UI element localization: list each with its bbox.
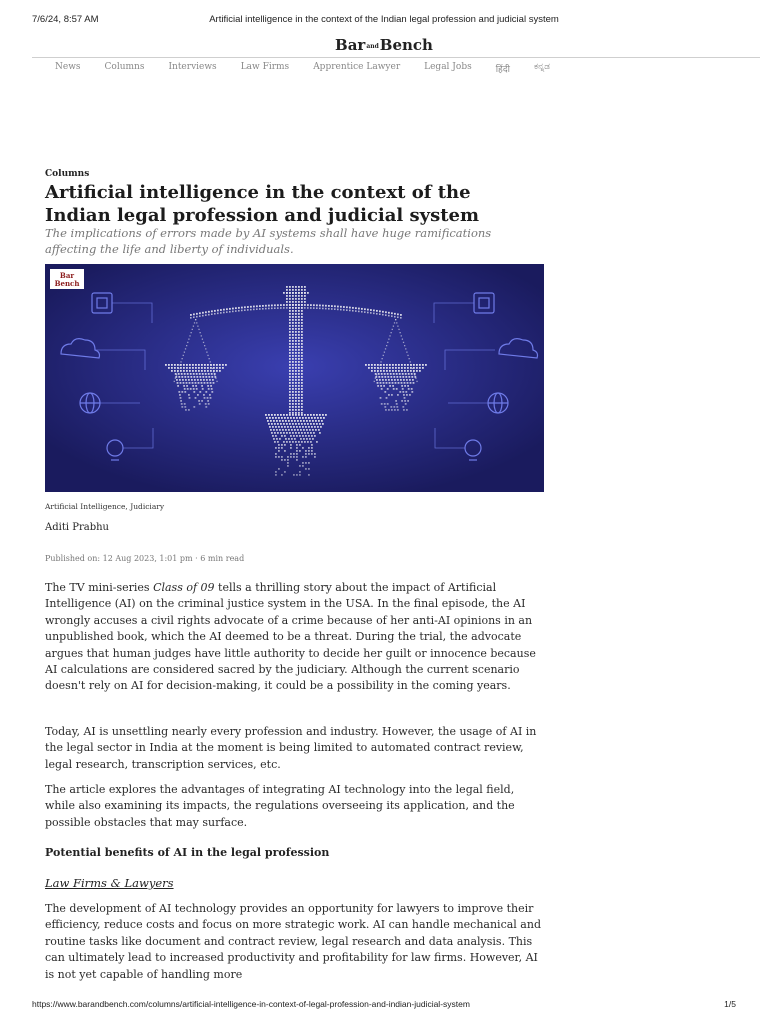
paragraph-3: The article explores the advantages of integrating AI technology into the legal field, while also examining its impacts, the regulations overseeing its application, and the possible obstacles that may surface. (45, 783, 515, 829)
main-nav (55, 62, 550, 75)
nav-item-columns[interactable]: Columns (104, 62, 145, 72)
logo-amp: and (366, 42, 379, 50)
image-logo (50, 269, 84, 289)
nav-item-interviews[interactable]: Interviews (168, 62, 217, 72)
logo-right: Bench (379, 36, 433, 54)
print-url: https://www.barandbench.com/columns/artificial-intelligence-in-context-of-legal-profession-and-indian-judicial-system (32, 999, 470, 1009)
paragraph-1 (45, 580, 545, 695)
paragraph-4: The development of AI technology provides an opportunity for lawyers to improve their efficiency, reduce costs and focus on more strategic work. AI can handle mechanical and routine tasks like document and contract review, legal research and data analysis. This can ultimately lead to increased productivity and profitability for law firms. However, AI is not yet capable of handling more (45, 902, 541, 981)
nav-item-apprentice-lawyer[interactable]: Apprentice Lawyer (313, 62, 401, 72)
read-time: 6 min read (200, 554, 245, 563)
article-author[interactable]: Aditi Prabhu (45, 522, 109, 533)
article-subheadline: The implications of errors made by AI systems shall have huge ramifications affecting the life and liberty of individuals. (45, 226, 492, 256)
heading-benefits: Potential benefits of AI in the legal profession (45, 846, 330, 859)
logo-left: Bar (335, 36, 366, 54)
image-logo-line2: Bench (54, 279, 80, 288)
paragraph-2: Today, AI is unsettling nearly every profession and industry. However, the usage of AI in the legal sector in India at the moment is being limited to automated contract review, legal research, transcription services, etc. (45, 725, 537, 771)
nav-item-hindi[interactable]: हिंदी (495, 65, 510, 75)
nav-item-kannada[interactable]: ಕನ್ನಡ (533, 62, 550, 72)
nav-item-news[interactable]: News (55, 62, 81, 72)
print-date: 7/6/24, 8:57 AM (32, 14, 99, 25)
site-logo[interactable] (0, 36, 768, 54)
p1-after: tells a thrilling story about the impact of Artificial Intelligence (AI) on the criminal justice system in the USA. In the final episode, the AI wrongly accuses a civil rights advocate of a crime because of her anti-AI opinions in an unpublished book, which the AI deemed to be a threat. During the trial, the advocate argues that human judges have little authority to decide her guilt or innocence because AI calculations are considered sacred by the judiciary. Although the current scenario doesn't rely on AI for decision-making, it could be a possibility in the coming years. (45, 581, 536, 693)
image-logo-line1: Bar (59, 271, 75, 280)
header-divider (32, 57, 760, 58)
p1-before: The TV mini-series (45, 581, 154, 594)
article-headline: Artificial intelligence in the context of the Indian legal profession and judicial system (45, 182, 480, 226)
section-label[interactable]: Columns (45, 169, 90, 179)
scales-of-justice-illustration (45, 264, 544, 492)
nav-item-law-firms[interactable]: Law Firms (240, 62, 290, 72)
page-number: 1/5 (724, 999, 736, 1009)
article-meta (45, 554, 244, 563)
hero-image (45, 264, 544, 492)
heading-law-firms: Law Firms & Lawyers (45, 876, 174, 890)
meta-separator: · (195, 554, 201, 563)
published-date: Published on: 12 Aug 2023, 1:01 pm (45, 554, 193, 563)
article-tags[interactable]: Artificial Intelligence, Judiciary (45, 502, 165, 511)
show-title: Class of 09 (153, 581, 215, 594)
nav-item-legal-jobs[interactable]: Legal Jobs (424, 62, 472, 72)
print-title: Artificial intelligence in the context of the Indian legal profession and judicial system (209, 14, 559, 25)
